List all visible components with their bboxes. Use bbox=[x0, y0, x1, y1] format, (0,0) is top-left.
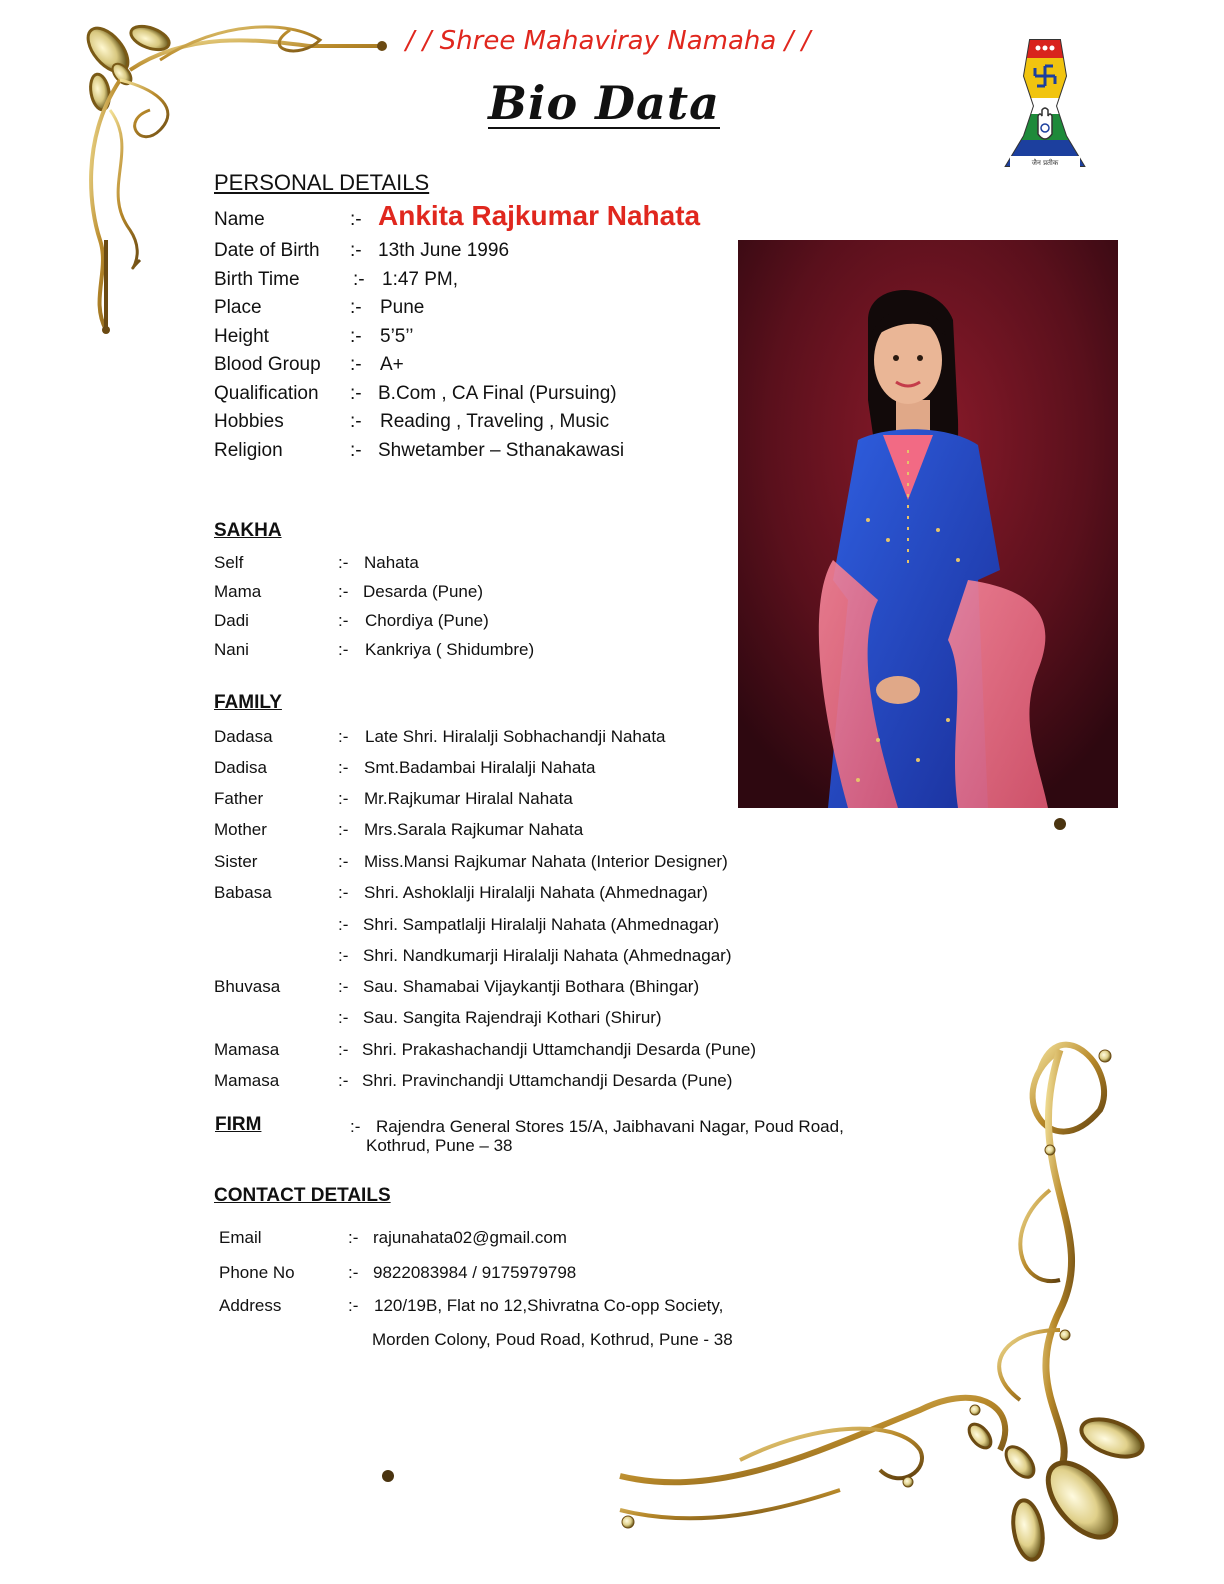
field-value: A+ bbox=[380, 354, 404, 375]
separator: :- bbox=[338, 1071, 349, 1090]
field-value: 13th June 1996 bbox=[378, 240, 510, 261]
field-label: Mamasa bbox=[214, 1040, 280, 1059]
field-label: Dadisa bbox=[214, 758, 267, 777]
field-label: Bhuvasa bbox=[214, 977, 281, 996]
firm-address-line-1: Rajendra General Stores 15/A, Jaibhavani Nagar, Poud Road, bbox=[376, 1117, 844, 1136]
separator: :- bbox=[350, 354, 362, 375]
field-value: Shri. Sampatlalji Hiralalji Nahata (Ahmednagar) bbox=[363, 915, 720, 934]
field-label: Place bbox=[214, 297, 262, 318]
separator: :- bbox=[338, 553, 349, 572]
ornament-gems-bottom-right bbox=[965, 1412, 1148, 1562]
address-label: Address bbox=[219, 1296, 282, 1315]
field-value: Mr.Rajkumar Hiralal Nahata bbox=[364, 789, 573, 808]
separator: :- bbox=[353, 269, 365, 290]
field-label: Mama bbox=[214, 582, 262, 601]
name-label: Name bbox=[214, 209, 265, 230]
name-value: Ankita Rajkumar Nahata bbox=[378, 200, 701, 231]
field-label: Qualification bbox=[214, 383, 319, 404]
field-label: Height bbox=[214, 326, 269, 347]
separator: :- bbox=[338, 915, 349, 934]
field-value: Pune bbox=[380, 297, 425, 318]
separator: :- bbox=[338, 758, 349, 777]
field-value: B.Com , CA Final (Pursuing) bbox=[378, 383, 617, 404]
field-value: Desarda (Pune) bbox=[363, 582, 484, 601]
separator: :- bbox=[338, 611, 349, 630]
field-value: Sau. Shamabai Vijaykantji Bothara (Bhingar) bbox=[363, 977, 700, 996]
separator: :- bbox=[350, 1117, 361, 1136]
separator: :- bbox=[350, 411, 362, 432]
field-value: Chordiya (Pune) bbox=[365, 611, 489, 630]
field-value: Mrs.Sarala Rajkumar Nahata bbox=[364, 820, 584, 839]
personal-details-heading: PERSONAL DETAILS bbox=[214, 170, 430, 195]
separator: :- bbox=[348, 1228, 359, 1247]
portrait-illustration bbox=[738, 240, 1118, 808]
separator: :- bbox=[338, 727, 349, 746]
field-value: Shri. Prakashachandji Uttamchandji Desarda (Pune) bbox=[362, 1040, 757, 1059]
field-label: Hobbies bbox=[214, 411, 284, 432]
field-label: Date of Birth bbox=[214, 240, 320, 261]
field-value: Shri. Pravinchandji Uttamchandji Desarda (Pune) bbox=[362, 1071, 733, 1090]
field-label: Father bbox=[214, 789, 264, 808]
profile-photo bbox=[738, 240, 1118, 808]
field-value: Sau. Sangita Rajendraji Kothari (Shirur) bbox=[363, 1008, 662, 1027]
separator: :- bbox=[350, 240, 362, 261]
email-label: Email bbox=[219, 1228, 262, 1247]
field-value: Smt.Badambai Hiralalji Nahata bbox=[364, 758, 596, 777]
field-value: Shri. Ashoklalji Hiralalji Nahata (Ahmednagar) bbox=[364, 883, 708, 902]
separator: :- bbox=[338, 883, 349, 902]
field-label: Nani bbox=[214, 640, 249, 659]
field-value: 5’5’’ bbox=[380, 326, 414, 347]
field-label: Birth Time bbox=[214, 269, 300, 290]
field-label: Religion bbox=[214, 440, 283, 461]
field-value: Shri. Nandkumarji Hiralalji Nahata (Ahmednagar) bbox=[363, 946, 732, 965]
document-title: Bio Data bbox=[488, 76, 720, 130]
field-value: Reading , Traveling , Music bbox=[380, 411, 610, 432]
separator: :- bbox=[338, 640, 349, 659]
separator: :- bbox=[338, 946, 349, 965]
separator: :- bbox=[338, 582, 349, 601]
invocation-line: / / Shree Mahaviray Namaha / / bbox=[405, 26, 811, 56]
separator: :- bbox=[350, 326, 362, 347]
field-label: Sister bbox=[214, 852, 258, 871]
separator: :- bbox=[348, 1263, 359, 1282]
firm-address-line-2: Kothrud, Pune – 38 bbox=[366, 1136, 513, 1155]
sakha-heading: SAKHA bbox=[214, 520, 282, 541]
family-heading: FAMILY bbox=[214, 692, 282, 713]
separator: :- bbox=[348, 1296, 359, 1315]
contact-details-heading: CONTACT DETAILS bbox=[214, 1185, 391, 1206]
jain-emblem-logo bbox=[1000, 36, 1090, 172]
field-value: 1:47 PM, bbox=[382, 269, 459, 290]
field-value: Nahata bbox=[364, 553, 419, 572]
field-value: Late Shri. Hiralalji Sobhachandji Nahata bbox=[365, 727, 666, 746]
separator: :- bbox=[350, 209, 362, 230]
phone-label: Phone No bbox=[219, 1263, 295, 1282]
separator: :- bbox=[338, 852, 349, 871]
field-label: Mother bbox=[214, 820, 267, 839]
field-label: Babasa bbox=[214, 883, 272, 902]
emblem-caption: जैन प्रतीक bbox=[1031, 159, 1059, 167]
separator: :- bbox=[338, 789, 349, 808]
separator: :- bbox=[350, 383, 362, 404]
field-label: Blood Group bbox=[214, 354, 321, 375]
separator: :- bbox=[350, 440, 362, 461]
field-value: Shwetamber – Sthanakawasi bbox=[378, 440, 625, 461]
phone-value[interactable]: 9822083984 / 9175979798 bbox=[373, 1263, 577, 1282]
address-line-1: 120/19B, Flat no 12,Shivratna Co-opp Society, bbox=[374, 1296, 724, 1315]
field-value: Kankriya ( Shidumbre) bbox=[365, 640, 535, 659]
separator: :- bbox=[338, 820, 349, 839]
address-line-2: Morden Colony, Poud Road, Kothrud, Pune - 38 bbox=[372, 1330, 733, 1349]
separator: :- bbox=[338, 1040, 349, 1059]
field-label: Dadasa bbox=[214, 727, 273, 746]
separator: :- bbox=[350, 297, 362, 318]
separator: :- bbox=[338, 1008, 349, 1027]
email-value[interactable]: rajunahata02@gmail.com bbox=[373, 1228, 567, 1247]
firm-heading: FIRM bbox=[215, 1114, 262, 1135]
separator: :- bbox=[338, 977, 349, 996]
field-label: Self bbox=[214, 553, 244, 572]
field-label: Dadi bbox=[214, 611, 249, 630]
field-label: Mamasa bbox=[214, 1071, 280, 1090]
field-value: Miss.Mansi Rajkumar Nahata (Interior Designer) bbox=[364, 852, 728, 871]
